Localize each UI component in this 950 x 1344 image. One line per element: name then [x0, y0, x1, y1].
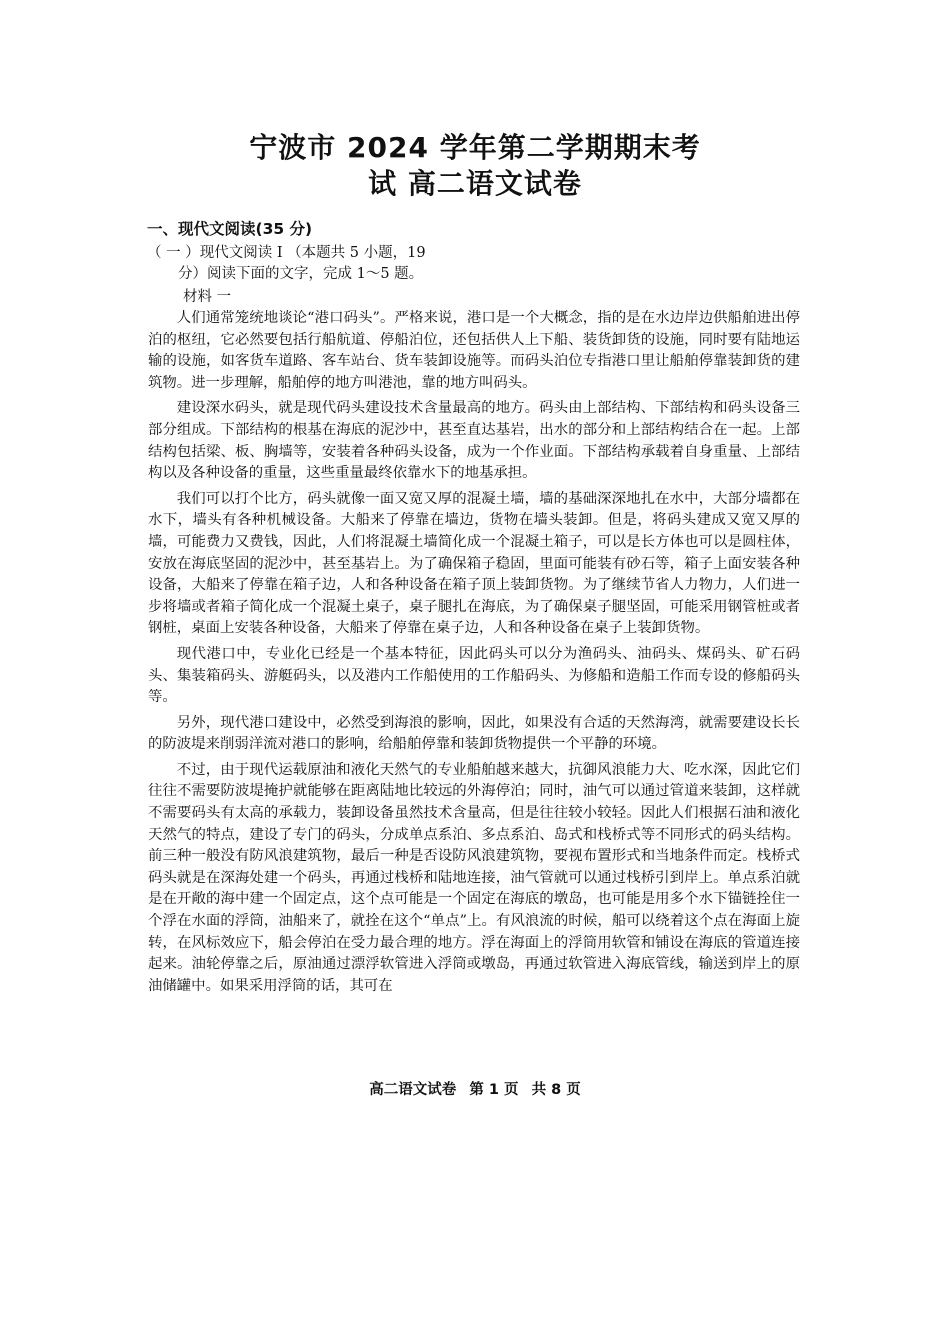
footer-total-pages: 共 8 页	[531, 1082, 581, 1098]
material-label: 材料 一	[183, 289, 232, 305]
passage-paragraph: 我们可以打个比方，码头就像一面又宽又厚的混凝土墙，墙的基础深深地扎在水中，大部分墙都在水下，墙头有各种机械设备。大船来了停靠在墙边，货物在墙头装卸。但是，将码头建成又宽又厚的墙，可能费力又费钱，因此，人们将混凝土墙简化成一个混凝土箱子，可以是长方体也可以是圆柱体，安放在海底坚固的泥沙中，甚至基岩上。为了确保箱子稳固，里面可能装有砂石等，箱子上面安装各种设备，大船来了停靠在箱子边，人和各种设备在箱子顶上装卸货物。为了继续节省人力物力，人们进一步将墙或者箱子简化成一个混凝土桌子，桌子腿扎在海底，为了确保桌子腿坚固，可能采用钢管桩或者钢桩，桌面上安装各种设备，大船来了停靠在桌子边，人和各种设备在桌子上装卸货物。	[148, 490, 800, 637]
reading-passage	[148, 308, 800, 1001]
page-footer	[0, 1080, 950, 1100]
exam-title-line-2: 试 高二语文试卷	[368, 167, 582, 200]
reading-instructions-line-2: 分）阅读下面的文字，完成 1～5 题。	[178, 266, 424, 282]
footer-page-number: 第 1 页	[469, 1082, 519, 1098]
passage-paragraph: 另外，现代港口建设中，必然受到海浪的影响，因此，如果没有合适的天然海湾，就需要建设长长的防波堤来削弱洋流对港口的影响，给船舶停靠和装卸货物提供一个平静的环境。	[148, 714, 800, 753]
passage-paragraph: 现代港口中，专业化已经是一个基本特征，因此码头可以分为渔码头、油码头、煤码头、矿石码头、集装箱码头、游艇码头，以及港内工作船使用的工作船码头、为修船和造船工作而专设的修船码头等。	[148, 645, 800, 706]
section-heading: 一、现代文阅读(35 分)	[147, 220, 313, 238]
passage-paragraph: 建设深水码头，就是现代码头建设技术含量最高的地方。码头由上部结构、下部结构和码头设备三部分组成。下部结构的根基在海底的泥沙中，甚至直达基岩，出水的部分和上部结构结合在一起。上部结构包括梁、板、胸墙等，安装着各种码头设备，成为一个作业面。下部结构承载着自身重量、上部结构以及各种设备的重量，这些重量最终依靠水下的地基承担。	[148, 400, 800, 482]
reading-instructions-line-1: （ 一 ）现代文阅读 I （本题共 5 小题，19	[147, 245, 426, 261]
passage-paragraph: 不过，由于现代运载原油和液化天然气的专业船舶越来越大，抗御风浪能力大、吃水深，因此它们往往不需要防波堤掩护就能够在距离陆地比较远的外海停泊；同时，油气可以通过管道来装卸，这样就不需要码头有太高的承载力，装卸设备虽然技术含量高，但是往往较小较轻。因此人们根据石油和液化天然气的特点，建设了专门的码头，分成单点系泊、多点系泊、岛式和栈桥式等不同形式的码头结构。前三种一般没有防风浪建筑物，最后一种是否设防风浪建筑物，要视布置形式和当地条件而定。栈桥式码头就是在深海处建一个码头，再通过栈桥和陆地连接，油气管就可以通过栈桥引到岸上。单点系泊就是在开敞的海中建一个固定点，这个点可能是一个固定在海底的墩岛，也可能是用多个水下锚链拴住一个浮在水面的浮筒，油船来了，就拴在这个“单点”上。有风浪流的时候，船可以绕着这个点在海面上旋转，在风标效应下，船会停泊在受力最合理的地方。浮在海面上的浮筒用软管和铺设在海底的管道连接起来。油轮停靠之后，原油通过漂浮软管进入浮筒或墩岛，再通过软管进入海底管线，输送到岸上的原油储罐中。如果采用浮筒的话，其可在	[148, 761, 800, 994]
exam-title-line-1: 宁波市 2024 学年第二学期期末考	[249, 131, 701, 164]
footer-exam-name: 高二语文试卷	[369, 1082, 457, 1098]
passage-paragraph: 人们通常笼统地谈论“港口码头”。严格来说，港口是一个大概念，指的是在水边岸边供船舶进出停泊的枢纽，它必然要包括行船航道、停船泊位，还包括供人上下船、装货卸货的设施，同时要有陆地运输的设施，如客货车道路、客车站台、货车装卸设施等。而码头泊位专指港口里让船舶停靠装卸货的建筑物。进一步理解，船舶停的地方叫港池，靠的地方叫码头。	[148, 310, 800, 391]
